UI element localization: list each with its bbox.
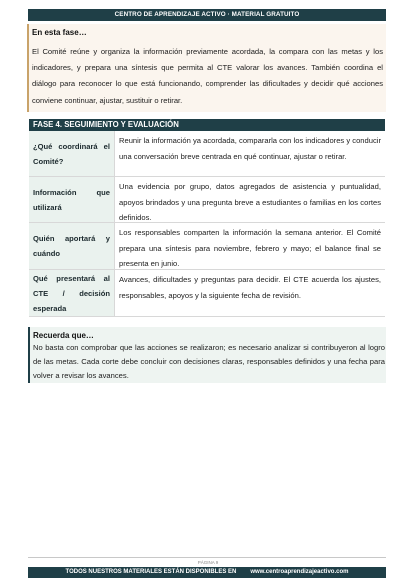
table-row bbox=[29, 131, 385, 177]
recall-text: No basta con comprobar que las acciones se realizaron; es necesario analizar si contribuyeron al logro de las metas. Cada corte debe concluir con decisiones claras, responsables definidos y una fecha para volver a revisar los avances. bbox=[33, 343, 385, 381]
table-row bbox=[29, 270, 385, 317]
intro-text: El Comité reúne y organiza la información previamente acordada, la compara con las metas y los indicadores, y prepara una síntesis que permita al CTE valorar los avances. También coordina el diálogo para reconocer lo que está funcionando, comprender las dificultades y decidir qué acciones conviene continuar, ajustar, sustituir o retirar. bbox=[32, 47, 383, 105]
row-question bbox=[29, 131, 115, 176]
row-question-text: ¿Qué coordinará el Comité? bbox=[33, 141, 110, 166]
phase-title: FASE 4. SEGUIMIENTO Y EVALUACIÓN bbox=[29, 119, 385, 131]
row-question bbox=[29, 223, 115, 269]
row-question-text: Qué presentará al CTE / decisión esperada bbox=[33, 273, 110, 313]
row-question-text: Información que utilizará bbox=[33, 187, 110, 212]
row-question-text: Quién aportará y cuándo bbox=[33, 234, 110, 258]
recall-title: Recuerda que… bbox=[33, 331, 94, 340]
page-number: PÁGINA 9 bbox=[197, 560, 219, 565]
footer-divider bbox=[28, 557, 386, 558]
footer-url[interactable]: www.centroaprendizajeactivo.com bbox=[250, 569, 349, 575]
row-question bbox=[29, 177, 115, 222]
table-row bbox=[29, 177, 385, 223]
row-answer: Los responsables comparten la información la semana anterior. El Comité prepara una síntesis para noviembre, febrero y mayo; el balance final se presenta en junio. bbox=[119, 228, 381, 268]
table-row bbox=[29, 223, 385, 270]
row-question bbox=[29, 270, 115, 316]
footer-banner bbox=[28, 567, 386, 578]
intro-title: En esta fase… bbox=[32, 28, 87, 37]
row-answer: Avances, dificultades y preguntas para decidir. El CTE acuerda los ajustes, responsables, apoyos y la siguiente fecha de revisión. bbox=[119, 275, 381, 300]
header-banner: CENTRO DE APRENDIZAJE ACTIVO · MATERIAL GRATUITO bbox=[28, 9, 386, 21]
footer-text: TODOS NUESTROS MATERIALES ESTÁN DISPONIBLES EN bbox=[65, 569, 237, 575]
row-answer: Una evidencia por grupo, datos agregados de asistencia y puntualidad, apoyos brindados y una pregunta breve a estudiantes o familias en los cortes definidos. bbox=[119, 182, 381, 222]
intro-box bbox=[27, 24, 386, 112]
row-answer: Reunir la información ya acordada, compararla con los indicadores y conducir una conversación breve centrada en qué continuar, ajustar o retirar. bbox=[119, 136, 381, 161]
phase-table bbox=[29, 131, 385, 317]
recall-box bbox=[28, 327, 386, 383]
